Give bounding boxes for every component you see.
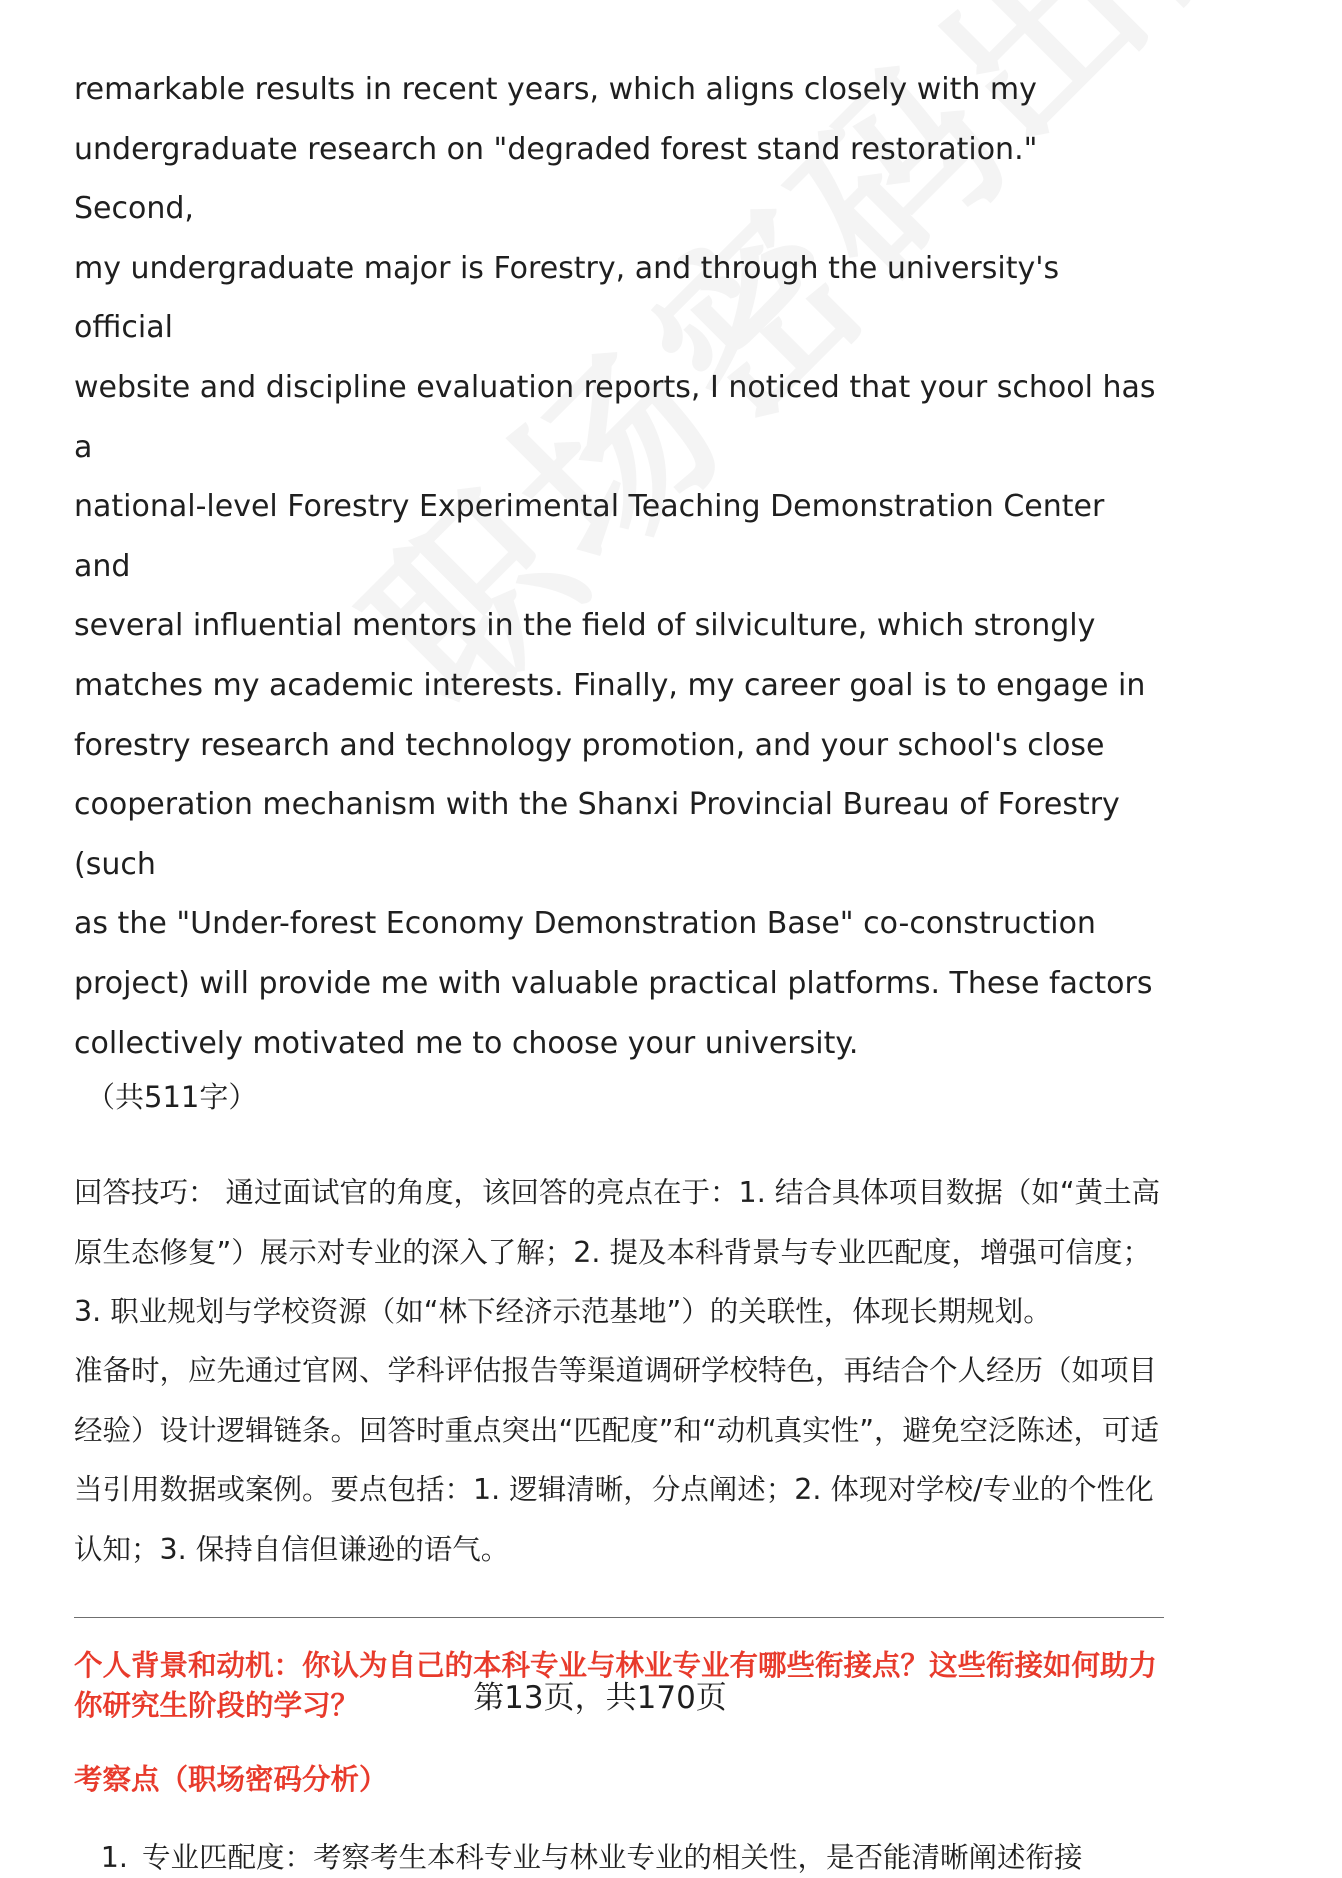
points-list: [74, 1838, 1164, 1878]
question-heading: 个人背景和动机：你认为自己的本科专业与林业专业有哪些衔接点？这些衔接如何助力你研究生阶段的学习？: [74, 1648, 1158, 1722]
answer-line: cooperation mechanism with the Shanxi Provincial Bureau of Forestry (such: [74, 787, 1120, 882]
char-count: （共511字）: [86, 1080, 258, 1115]
answer-line: matches my academic interests. Finally, my career goal is to engage in: [74, 667, 1146, 703]
tips-paragraph: 准备时，应先通过官网、学科评估报告等渠道调研学校特色，再结合个人经历（如项目经验）设计逻辑链条。回答时重点突出“匹配度”和“动机真实性”，避免空泛陈述，可适当引用数据或案例。要点包括：1. 逻辑清晰，分点阐述；2. 体现对学校/专业的个性化认知；3. 保持自信但谦逊的语气。: [74, 1354, 1160, 1566]
list-text: 专业匹配度：考察考生本科专业与林业专业的相关性，是否能清晰阐述衔接: [142, 1840, 1083, 1874]
divider: [74, 1617, 1164, 1618]
answer-line: collectively motivated me to choose your university.: [74, 1025, 859, 1061]
answer-line: national-level Forestry Experimental Teaching Demonstration Center and: [74, 489, 1105, 584]
list-item: [74, 1838, 1164, 1878]
answer-line: website and discipline evaluation reports, I noticed that your school has a: [74, 369, 1156, 465]
section-title: 考察点（职场密码分析）: [74, 1762, 388, 1796]
answer-line: as the "Under-forest Economy Demonstration Base" co-construction: [74, 906, 1096, 942]
answer-line: several influential mentors in the field of silviculture, which strongly: [74, 608, 1096, 644]
answer-tips: [74, 1163, 1164, 1579]
tips-paragraph: 回答技巧： 通过面试官的角度，该回答的亮点在于：1. 结合具体项目数据（如“黄土高原生态修复”）展示对专业的深入了解；2. 提及本科背景与专业匹配度，增强可信度；3. 职业规划与学校资源（如“林下经济示范基地”）的关联性，体现长期规划。: [74, 1176, 1161, 1328]
answer-line: undergraduate research on "degraded forest stand restoration." Second,: [74, 131, 1038, 227]
answer-line: forestry research and technology promotion, and your school's close: [74, 727, 1105, 763]
answer-paragraph: [74, 60, 1164, 1073]
list-number: 1.: [100, 1840, 128, 1874]
answer-line: project) will provide me with valuable practical platforms. These factors: [74, 965, 1153, 1001]
page-number: 第13页，共170页: [473, 1680, 727, 1716]
answer-line: remarkable results in recent years, which aligns closely with my: [74, 72, 1037, 107]
answer-line: my undergraduate major is Forestry, and through the university's official: [74, 250, 1060, 346]
page-content: [74, 60, 1164, 1878]
